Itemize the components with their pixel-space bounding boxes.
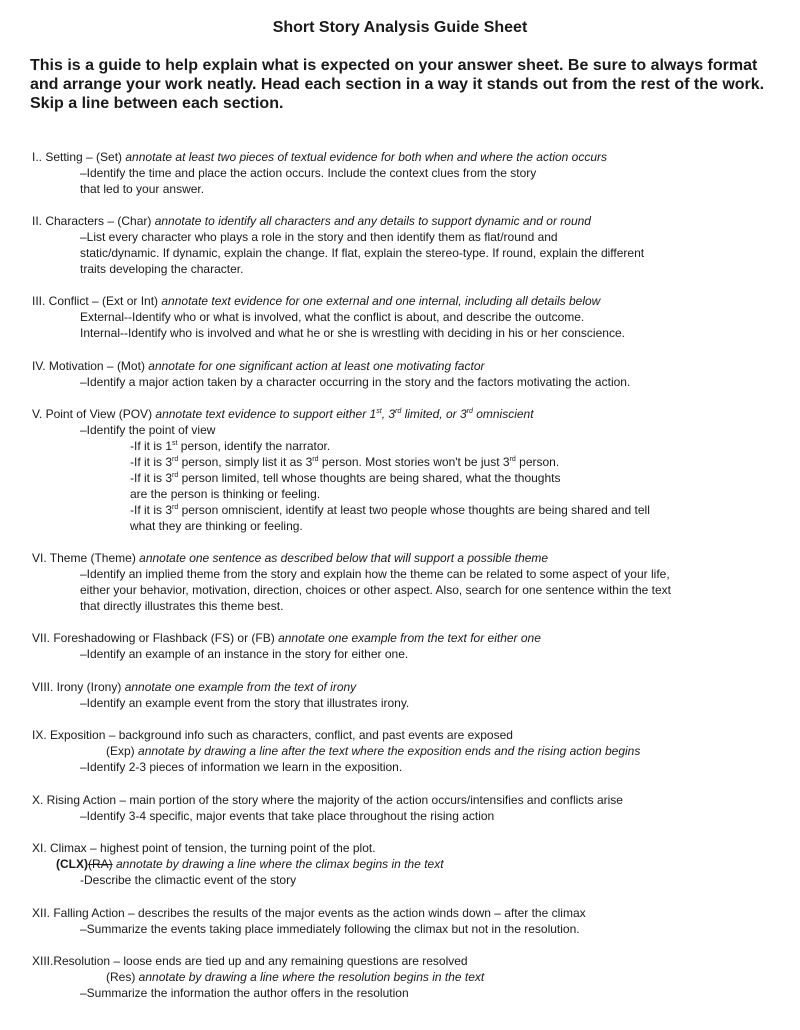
section-instruction: -Describe the climactic event of the story <box>80 873 297 887</box>
section-heading: XII. Falling Action – describes the results of the major events as the action winds down – after the climax <box>32 906 586 920</box>
section-heading: VI. Theme (Theme) annotate one sentence as described below that will support a possible theme <box>32 551 549 565</box>
section-foreshadowing <box>32 630 787 662</box>
section-instruction: –Summarize the information the author offers in the resolution <box>80 986 409 1000</box>
section-setting <box>32 149 787 197</box>
section-heading: II. Characters – (Char) annotate to identify all characters and any details to support dynamic and or round <box>32 214 591 228</box>
section-climax <box>32 840 787 888</box>
section-instruction: traits developing the character. <box>80 262 244 276</box>
section-heading: VIII. Irony (Irony) annotate one example from the text of irony <box>32 680 357 694</box>
section-heading: IX. Exposition – background info such as characters, conflict, and past events are exposed <box>32 728 513 742</box>
section-instruction: –Identify the time and place the action occurs. Include the context clues from the story <box>80 166 537 180</box>
pov-third-limited-cont: are the person is thinking or feeling. <box>130 487 321 501</box>
section-instruction: static/dynamic. If dynamic, explain the change. If flat, explain the stereo-type. If round, explain the different <box>80 246 645 260</box>
pov-third-person: -If it is 3rd person, simply list it as 3rd person. Most stories won't be just 3rd person. <box>130 455 560 469</box>
section-instruction: –List every character who plays a role in the story and then identify them as flat/round and <box>80 230 558 244</box>
section-instruction: –Identify an implied theme from the story and explain how the theme can be related to some aspect of your life, <box>80 567 670 581</box>
pov-first-person: -If it is 1st person, identify the narrator. <box>130 439 331 453</box>
pov-third-omniscient: -If it is 3rd person omniscient, identify at least two people whose thoughts are being shared and tell <box>130 503 650 517</box>
section-instruction: –Identify the point of view <box>80 423 216 437</box>
section-exposition <box>32 727 787 775</box>
section-theme <box>32 550 787 614</box>
section-instruction: either your behavior, motivation, direction, choices or other aspect. Also, search for one sentence within the text <box>80 583 671 597</box>
section-annotation: (CLX)(RA) annotate by drawing a line where the climax begins in the text <box>56 857 444 871</box>
section-instruction: External--Identify who or what is involved, what the conflict is about, and describe the outcome. <box>80 310 585 324</box>
pov-third-omniscient-cont: what they are thinking or feeling. <box>130 519 303 533</box>
section-instruction: –Identify 3-4 specific, major events that take place throughout the rising action <box>80 809 495 823</box>
section-instruction: that led to your answer. <box>80 182 205 196</box>
section-annotation: (Res) annotate by drawing a line where the resolution begins in the text <box>106 970 485 984</box>
section-point-of-view <box>32 406 787 534</box>
section-heading: V. Point of View (POV) annotate text evidence to support either 1st, 3rd limited, or 3rd omniscient <box>32 407 534 421</box>
section-motivation <box>32 358 787 390</box>
section-heading: XIII.Resolution – loose ends are tied up and any remaining questions are resolved <box>32 954 468 968</box>
section-conflict <box>32 293 787 341</box>
section-heading: X. Rising Action – main portion of the story where the majority of the action occurs/intensifies and conflicts arise <box>32 793 623 807</box>
section-instruction: Internal--Identify who is involved and what he or she is wrestling with deciding in his or her conscience. <box>80 326 625 340</box>
section-instruction: –Summarize the events taking place immediately following the climax but not in the resolution. <box>80 922 580 936</box>
section-heading: VII. Foreshadowing or Flashback (FS) or (FB) annotate one example from the text for either one <box>32 631 541 645</box>
section-heading: I.. Setting – (Set) annotate at least two pieces of textual evidence for both when and where the action occurs <box>32 150 608 164</box>
page-title: Short Story Analysis Guide Sheet <box>272 19 528 36</box>
section-heading: IV. Motivation – (Mot) annotate for one significant action at least one motivating factor <box>32 359 485 373</box>
section-rising-action <box>32 792 787 824</box>
section-resolution <box>32 953 787 1001</box>
section-heading: III. Conflict – (Ext or Int) annotate text evidence for one external and one internal, including all details below <box>32 294 601 308</box>
section-instruction: that directly illustrates this theme best. <box>80 599 284 613</box>
intro-paragraph: This is a guide to help explain what is expected on your answer sheet. Be sure to always format and arrange your work neatly. Head each section in a way it stands out from the rest of the work. Skip a line between each section. <box>30 57 765 112</box>
section-instruction: –Identify 2-3 pieces of information we learn in the exposition. <box>80 760 403 774</box>
section-irony <box>32 679 787 711</box>
section-instruction: –Identify a major action taken by a character occurring in the story and the factors motivating the action. <box>80 375 631 389</box>
section-falling-action <box>32 905 787 937</box>
section-instruction: –Identify an example of an instance in the story for either one. <box>80 647 409 661</box>
pov-third-limited: -If it is 3rd person limited, tell whose thoughts are being shared, what the thoughts <box>130 471 561 485</box>
section-annotation: (Exp) annotate by drawing a line after the text where the exposition ends and the rising action begins <box>106 744 641 758</box>
section-characters <box>32 213 787 277</box>
section-instruction: –Identify an example event from the story that illustrates irony. <box>80 696 410 710</box>
section-heading: XI. Climax – highest point of tension, the turning point of the plot. <box>32 841 376 855</box>
